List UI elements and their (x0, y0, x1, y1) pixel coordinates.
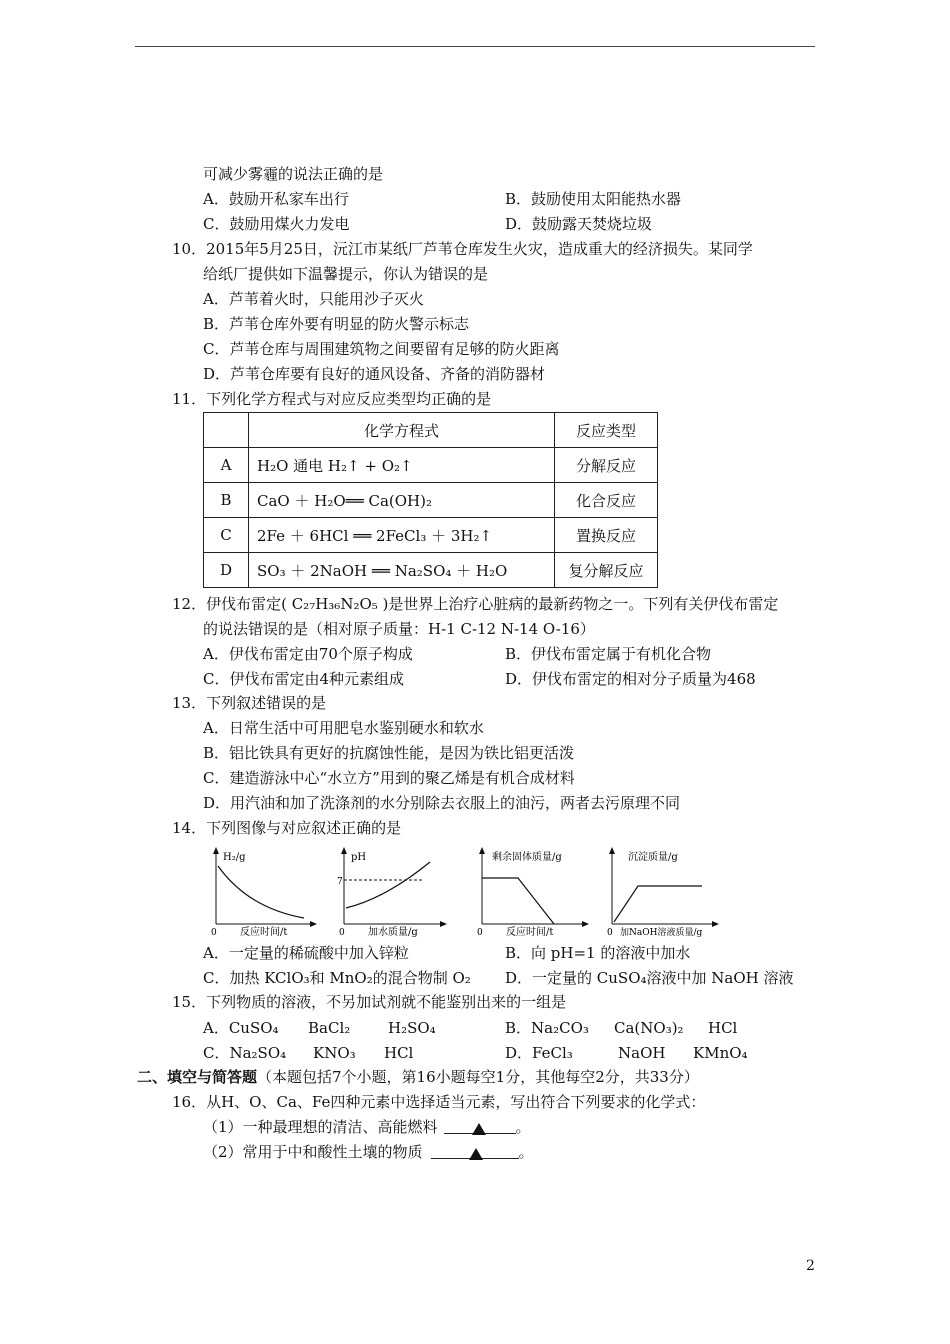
q11-table-header (204, 413, 658, 448)
q10-option-d: D．芦苇仓库要有良好的通风设备、齐备的消防器材 (203, 365, 546, 383)
q9-option-b: B．鼓励使用太阳能热水器 (505, 190, 682, 208)
table-row (204, 483, 658, 518)
q14-option-c: C．加热 KClO₃和 MnO₂的混合物制 O₂ (203, 969, 471, 987)
q14-graph-d-ylabel: 沉淀质量/g (628, 852, 678, 863)
q14-graph-c-origin: 0 (477, 928, 483, 938)
triangle-marker-icon (469, 1148, 483, 1160)
q16-part-1-text: （1）一种最理想的清洁、高能燃料 (203, 1118, 438, 1136)
q13-option-b: B．铝比铁具有更好的抗腐蚀性能，是因为铁比铝更活泼 (203, 744, 575, 762)
q12-option-c: C．伊伐布雷定由4种元素组成 (203, 670, 405, 688)
q10-option-b: B．芦苇仓库外要有明显的防火警示标志 (203, 315, 470, 333)
section-2-title: 二、填空与简答题 (137, 1068, 258, 1086)
page-number: 2 (806, 1258, 815, 1274)
q14-graph-b-origin: 0 (339, 928, 345, 938)
q15-option-d-2: NaOH (618, 1044, 666, 1062)
header-rule (135, 46, 815, 47)
table-row (204, 518, 658, 553)
q11-row-c-option: C (204, 518, 249, 553)
q16-part-2-text: （2）常用于中和酸性土壤的物质 (203, 1143, 423, 1161)
q11-row-b-option: B (204, 483, 249, 518)
q15-option-a-2: BaCl₂ (308, 1019, 351, 1037)
q15-stem: 15．下列物质的溶液，不另加试剂就不能鉴别出来的一组是 (172, 993, 567, 1011)
q14-stem: 14．下列图像与对应叙述正确的是 (172, 819, 402, 837)
q14-graph-a-origin: 0 (211, 928, 217, 938)
q15-option-c-1: C．Na₂SO₄ (203, 1044, 287, 1062)
q14-option-a: A．一定量的稀硫酸中加入锌粒 (203, 944, 409, 962)
q14-graph-a-ylabel: H₂/g (223, 852, 246, 863)
q9-option-d: D．鼓励露天焚烧垃圾 (505, 215, 653, 233)
q14-option-b: B．向 pH=1 的溶液中加水 (505, 944, 691, 962)
q16-answer-blank-2[interactable] (431, 1144, 519, 1159)
q14-graph-c (474, 846, 590, 938)
section-2-description: （本题包括7个小题，第16小题每空1分，其他每空2分，共33分） (257, 1068, 699, 1086)
q10-option-c: C．芦苇仓库与周围建筑物之间要留有足够的防火距离 (203, 340, 560, 358)
q14-option-d: D．一定量的 CuSO₄溶液中加 NaOH 溶液 (505, 969, 794, 987)
q15-option-b-1: B．Na₂CO₃ (505, 1019, 589, 1037)
q15-option-c-3: HCl (384, 1044, 414, 1062)
q11-row-b-type: 化合反应 (555, 483, 658, 518)
q11-row-c-equation: 2Fe ＋ 6HCl ══ 2FeCl₃ ＋ 3H₂↑ (249, 518, 555, 553)
q16-answer-blank-1[interactable] (444, 1119, 516, 1134)
q14-graph-d (604, 846, 720, 938)
q16-part-1 (203, 1117, 531, 1137)
q14-graph-c-xlabel: 反应时间/t (506, 927, 554, 938)
q14-graph-b-xlabel: 加水质量/g (368, 927, 418, 938)
q16-part-2-end: 。 (518, 1143, 534, 1161)
q14-graph-c-ylabel: 剩余固体质量/g (492, 852, 562, 863)
q14-graph-a (208, 846, 318, 938)
q11-row-d-equation: SO₃ ＋ 2NaOH ══ Na₂SO₄ ＋ H₂O (249, 553, 555, 588)
section-2-heading (137, 1067, 699, 1087)
q10-stem-line2: 给纸厂提供如下温馨提示，你认为错误的是 (203, 265, 489, 283)
q9-option-c: C．鼓励用煤火力发电 (203, 215, 350, 233)
q11-header-equation: 化学方程式 (249, 413, 555, 448)
q11-row-a-equation: H₂O 通电 H₂↑ + O₂↑ (249, 448, 555, 483)
q15-option-a-1: A．CuSO₄ (203, 1019, 279, 1037)
q11-table (203, 412, 658, 588)
q12-option-d: D．伊伐布雷定的相对分子质量为468 (505, 670, 756, 688)
q12-option-a: A．伊伐布雷定由70个原子构成 (203, 645, 413, 663)
q10-stem-line1: 10．2015年5月25日，沅江市某纸厂芦苇仓库发生火灾，造成重大的经济损失。某同学 (172, 240, 753, 258)
q11-row-d-option: D (204, 553, 249, 588)
q13-option-c: C．建造游泳中心“水立方”用到的聚乙烯是有机合成材料 (203, 769, 575, 787)
q11-row-c-type: 置换反应 (555, 518, 658, 553)
q14-graph-b-mark: 7 (337, 877, 343, 887)
q11-row-b-equation: CaO ＋ H₂O══ Ca(OH)₂ (249, 483, 555, 518)
table-row (204, 448, 658, 483)
q14-graph-a-xlabel: 反应时间/t (240, 927, 288, 938)
q15-option-d-3: KMnO₄ (693, 1044, 748, 1062)
q14-graph-d-xlabel: 加NaOH溶液质量/g (620, 928, 703, 938)
q16-stem: 16．从H、O、Ca、Fe四种元素中选择适当元素，写出符合下列要求的化学式： (172, 1093, 706, 1111)
q13-option-a: A．日常生活中可用肥皂水鉴别硬水和软水 (203, 719, 484, 737)
q11-row-a-type: 分解反应 (555, 448, 658, 483)
q11-row-a-option: A (204, 448, 249, 483)
q15-option-b-2: Ca(NO₃)₂ (614, 1019, 684, 1037)
q15-option-b-3: HCl (708, 1019, 738, 1037)
q16-part-1-end: 。 (515, 1118, 531, 1136)
q9-stem: 可减少雾霾的说法正确的是 (203, 165, 384, 183)
triangle-marker-icon (472, 1123, 486, 1135)
q12-option-b: B．伊伐布雷定属于有机化合物 (505, 645, 712, 663)
q11-header-blank (204, 413, 249, 448)
q12-stem-line2: 的说法错误的是（相对原子质量：H-1 C-12 N-14 O-16） (203, 620, 595, 638)
q13-option-d: D．用汽油和加了洗涤剂的水分别除去衣服上的油污，两者去污原理不同 (203, 794, 681, 812)
q11-row-d-type: 复分解反应 (555, 553, 658, 588)
q10-option-a: A．芦苇着火时，只能用沙子灭火 (203, 290, 424, 308)
q16-part-2 (203, 1142, 534, 1162)
table-row (204, 553, 658, 588)
q15-option-a-3: H₂SO₄ (388, 1019, 436, 1037)
q9-option-a: A．鼓励开私家车出行 (203, 190, 349, 208)
q11-stem: 11．下列化学方程式与对应反应类型均正确的是 (172, 390, 492, 408)
q15-option-d-1: D．FeCl₃ (505, 1044, 573, 1062)
q12-stem-line1: 12．伊伐布雷定( C₂₇H₃₆N₂O₅ )是世界上治疗心脏病的最新药物之一。下列有关伊伐布雷定 (172, 595, 779, 613)
q13-stem: 13．下列叙述错误的是 (172, 694, 327, 712)
q14-graph-d-origin: 0 (607, 928, 613, 938)
q14-graph-b-ylabel: pH (351, 852, 367, 863)
q11-header-type: 反应类型 (555, 413, 658, 448)
q15-option-c-2: KNO₃ (313, 1044, 356, 1062)
q14-graph-b (336, 846, 448, 938)
